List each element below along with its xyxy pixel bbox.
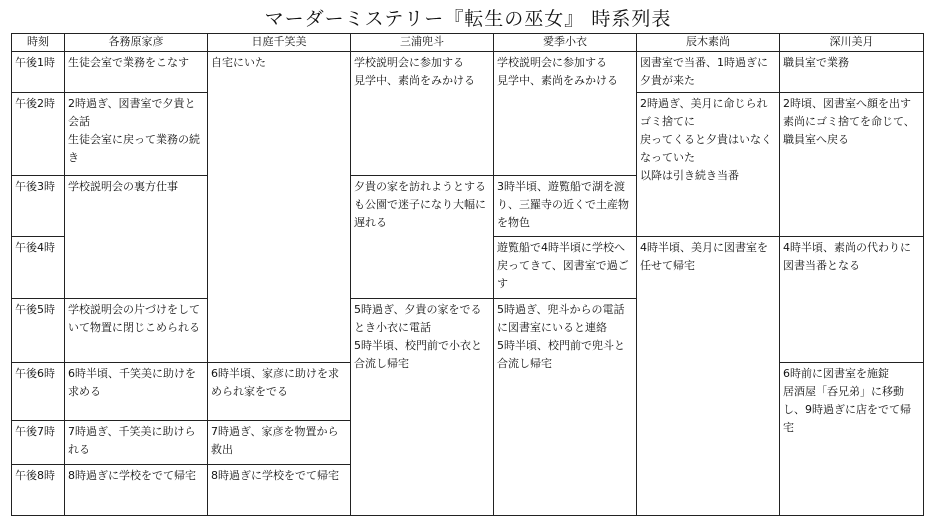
cell-line: 戻ってくると夕貴はいなくなっていた <box>640 133 772 164</box>
cell-line: 5時半頃、校門前で小衣と合流し帰宅 <box>354 339 482 370</box>
header-miura: 三浦兜斗 <box>351 34 494 52</box>
time-cell: 午後6時 <box>12 363 65 421</box>
cell-hiniwa-1: 自宅にいた <box>208 52 351 363</box>
cell-hiniwa-7: 7時過ぎ、家彦を物置から救出 <box>208 421 351 465</box>
cell-aiki-1 <box>494 52 637 176</box>
cell-line: 5時半頃、校門前で兜斗と合流し帰宅 <box>497 339 625 370</box>
cell-kagamihara-1: 生徒会室で業務をこなす <box>65 52 208 93</box>
time-cell: 午後3時 <box>12 176 65 237</box>
cell-line: 2時頃、図書室へ顔を出す <box>783 97 911 110</box>
cell-hiniwa-6: 6時半頃、家彦に助けを求められ家をでる <box>208 363 351 421</box>
time-cell: 午後1時 <box>12 52 65 93</box>
cell-miura-1 <box>351 52 494 176</box>
table-row <box>12 52 924 93</box>
cell-kagamihara-8: 8時過ぎに学校をでて帰宅 <box>65 465 208 516</box>
cell-kagamihara-2 <box>65 93 208 176</box>
cell-kagamihara-7: 7時過ぎ、千笑美に助けられる <box>65 421 208 465</box>
header-kagamihara: 各務原家彦 <box>65 34 208 52</box>
cell-line: 以降は引き続き当番 <box>640 169 739 182</box>
cell-tatsuki-4: 4時半頃、美月に図書室を任せて帰宅 <box>637 237 780 516</box>
cell-line: 見学中、素尚をみかける <box>497 74 618 87</box>
cell-hiniwa-8: 8時過ぎに学校をでて帰宅 <box>208 465 351 516</box>
cell-aiki-5 <box>494 299 637 516</box>
cell-line: 素尚にゴミ捨てを命じて、職員室へ戻る <box>783 115 915 146</box>
time-cell: 午後8時 <box>12 465 65 516</box>
cell-fukagawa-2 <box>780 93 924 237</box>
page-title: マーダーミステリー『転生の巫女』 時系列表 <box>264 8 672 30</box>
cell-line: 学校説明会に参加する <box>497 56 607 69</box>
cell-line: 6時前に図書室を施錠 <box>783 367 889 380</box>
cell-miura-5 <box>351 299 494 516</box>
header-aiki: 愛季小衣 <box>494 34 637 52</box>
cell-kagamihara-5: 学校説明会の片づけをしていて物置に閉じこめられる <box>65 299 208 363</box>
header-tatsuki: 辰木素尚 <box>637 34 780 52</box>
cell-aiki-4: 遊覧船で4時半頃に学校へ戻ってきて、図書室で過ごす <box>494 237 637 299</box>
cell-kagamihara-3: 学校説明会の裏方仕事 <box>65 176 208 299</box>
cell-fukagawa-1: 職員室で業務 <box>780 52 924 93</box>
cell-aiki-3: 3時半頃、遊覧船で湖を渡り、三羅寺の近くで土産物を物色 <box>494 176 637 237</box>
cell-kagamihara-6: 6時半頃、千笑美に助けを求める <box>65 363 208 421</box>
time-cell: 午後2時 <box>12 93 65 176</box>
cell-line: 学校説明会に参加する <box>354 56 464 69</box>
header-hiniwa: 日庭千笑美 <box>208 34 351 52</box>
cell-line: 生徒会室に戻って業務の続き <box>68 133 200 164</box>
cell-fukagawa-4: 4時半頃、素尚の代わりに図書当番となる <box>780 237 924 363</box>
time-cell: 午後5時 <box>12 299 65 363</box>
timeline-table <box>11 33 924 516</box>
cell-line: 見学中、素尚をみかける <box>354 74 475 87</box>
header-fukagawa: 深川美月 <box>780 34 924 52</box>
cell-line: 5時過ぎ、兜斗からの電話に図書室にいると連絡 <box>497 303 625 334</box>
cell-line: 5時過ぎ、夕貴の家をでるとき小衣に電話 <box>354 303 482 334</box>
time-cell: 午後7時 <box>12 421 65 465</box>
cell-line: 2時過ぎ、図書室で夕貴と会話 <box>68 97 196 128</box>
cell-fukagawa-6 <box>780 363 924 516</box>
time-cell: 午後4時 <box>12 237 65 299</box>
cell-tatsuki-1: 図書室で当番、1時過ぎに夕貴が来た <box>637 52 780 93</box>
cell-line: 居酒屋「呑兄弟」に移動し、9時過ぎに店をでて帰宅 <box>783 385 911 434</box>
cell-tatsuki-2 <box>637 93 780 237</box>
cell-miura-3: 夕貴の家を訪れようとするも公園で迷子になり大幅に遅れる <box>351 176 494 299</box>
header-row <box>12 34 924 52</box>
header-time: 時刻 <box>12 34 65 52</box>
cell-line: 2時過ぎ、美月に命じられゴミ捨てに <box>640 97 768 128</box>
